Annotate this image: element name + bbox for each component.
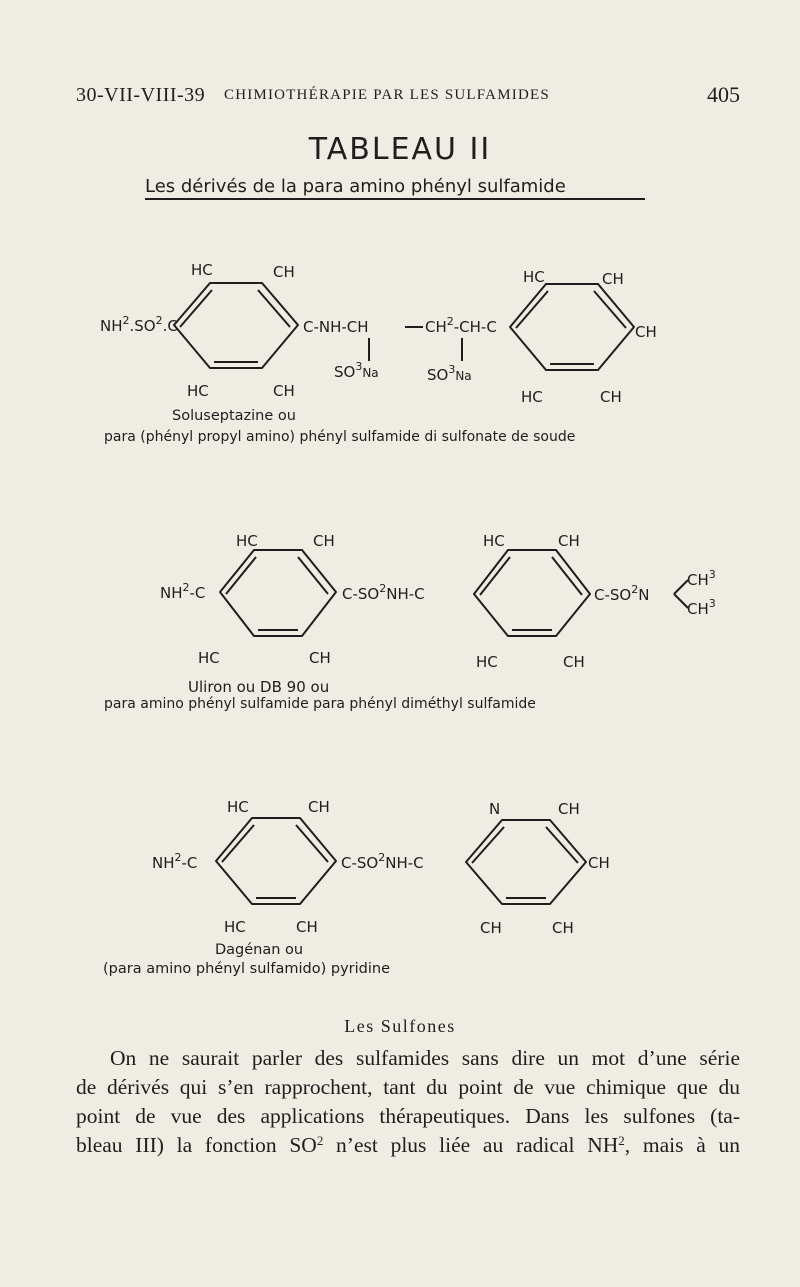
ring-atom-label: CH — [635, 323, 657, 341]
page-number: 405 — [707, 82, 740, 107]
ring-atom-label: HC — [198, 649, 220, 667]
running-title: CHIMIOTHÉRAPIE PAR LES SULFAMIDES — [224, 87, 550, 103]
issue-date: 30-VII-VIII-39 — [76, 84, 206, 106]
ring-atom-label: HC — [521, 388, 543, 406]
paragraph-line: de dérivés qui s’en rapprochent, tant du point de vue chimique que du — [76, 1075, 740, 1099]
sulfonate-label: $SO^3_{Na}$ — [334, 360, 379, 381]
ring-atom-label: HC — [236, 532, 258, 550]
ring-atom-label: CH — [273, 263, 295, 281]
sulfonate-label: $SO^3_{Na}$ — [427, 363, 472, 384]
substituent-label: $NH^2.SO^2.C$ — [100, 314, 178, 335]
section-heading: Les Sulfones — [344, 1016, 456, 1036]
ring-atom-label: CH — [602, 270, 624, 288]
compound-description: para (phényl propyl amino) phényl sulfamide di sulfonate de soude — [104, 429, 576, 445]
ring-atom-label: CH — [558, 800, 580, 818]
methyl-label: $CH^3$ — [687, 568, 716, 589]
sulfonyl-label: $C-SO^2N$ — [594, 583, 650, 604]
ring-atom-label: N — [489, 800, 501, 818]
substituent-label: $NH^2-C$ — [160, 581, 206, 602]
table-title: TABLEAU II — [308, 132, 492, 167]
ring-atom-label: HC — [191, 261, 213, 279]
ring-atom-label: HC — [187, 382, 209, 400]
substituent-label: $NH^2-C$ — [152, 851, 198, 872]
benzene-ring-2b — [474, 550, 590, 636]
ring-atom-label: HC — [523, 268, 545, 286]
ring-atom-label: HC — [483, 532, 505, 550]
ring-atom-label: CH — [600, 388, 622, 406]
benzene-ring-1b — [510, 284, 634, 370]
paragraph-line: On ne saurait parler des sulfamides sans dire un mot d’une série — [110, 1046, 740, 1070]
ring-atom-label: CH — [313, 532, 335, 550]
ring-atom-label: CH — [588, 854, 610, 872]
ring-atom-label: CH — [309, 649, 331, 667]
body-paragraph — [76, 1044, 740, 1160]
ring-atom-label: CH — [273, 382, 295, 400]
linker-label: $C-SO^2NH-C$ — [341, 851, 424, 872]
compound-name: Dagénan ou — [215, 942, 304, 958]
paragraph-line: bleau III) la fonction $SO^2$ n’est plus liée au radical $NH^2$, mais à un — [76, 1133, 740, 1157]
benzene-ring-2a — [220, 550, 336, 636]
chain-label: $CH^2-CH-C$ — [425, 315, 497, 336]
ring-atom-label: HC — [476, 653, 498, 671]
compound-description: (para amino phényl sulfamido) pyridine — [103, 961, 391, 977]
compound-name: Soluseptazine ou — [172, 408, 296, 424]
ring-atom-label: CH — [563, 653, 585, 671]
benzene-ring-3a — [216, 818, 336, 904]
methyl-label: $CH^3$ — [687, 597, 716, 618]
ring-atom-label: CH — [552, 919, 574, 937]
compound-name: Uliron ou DB 90 ou — [188, 678, 330, 696]
ring-atom-label: CH — [558, 532, 580, 550]
ring-atom-label: HC — [227, 798, 249, 816]
ring-atom-label: CH — [296, 918, 318, 936]
linker-label: $C-SO^2NH-C$ — [342, 582, 425, 603]
compound-description: para amino phényl sulfamide para phényl diméthyl sulfamide — [104, 696, 536, 712]
benzene-ring-1a — [174, 283, 298, 368]
ring-atom-label: CH — [308, 798, 330, 816]
pyridine-ring-3b — [466, 820, 586, 904]
paragraph-line: point de vue des applications thérapeutiques. Dans les sulfones (ta- — [76, 1104, 740, 1128]
ring-atom-label: CH — [480, 919, 502, 937]
table-subtitle: Les dérivés de la para amino phényl sulfamide — [145, 176, 645, 200]
ring-atom-label: HC — [224, 918, 246, 936]
chain-label: C-NH-CH — [303, 318, 369, 336]
